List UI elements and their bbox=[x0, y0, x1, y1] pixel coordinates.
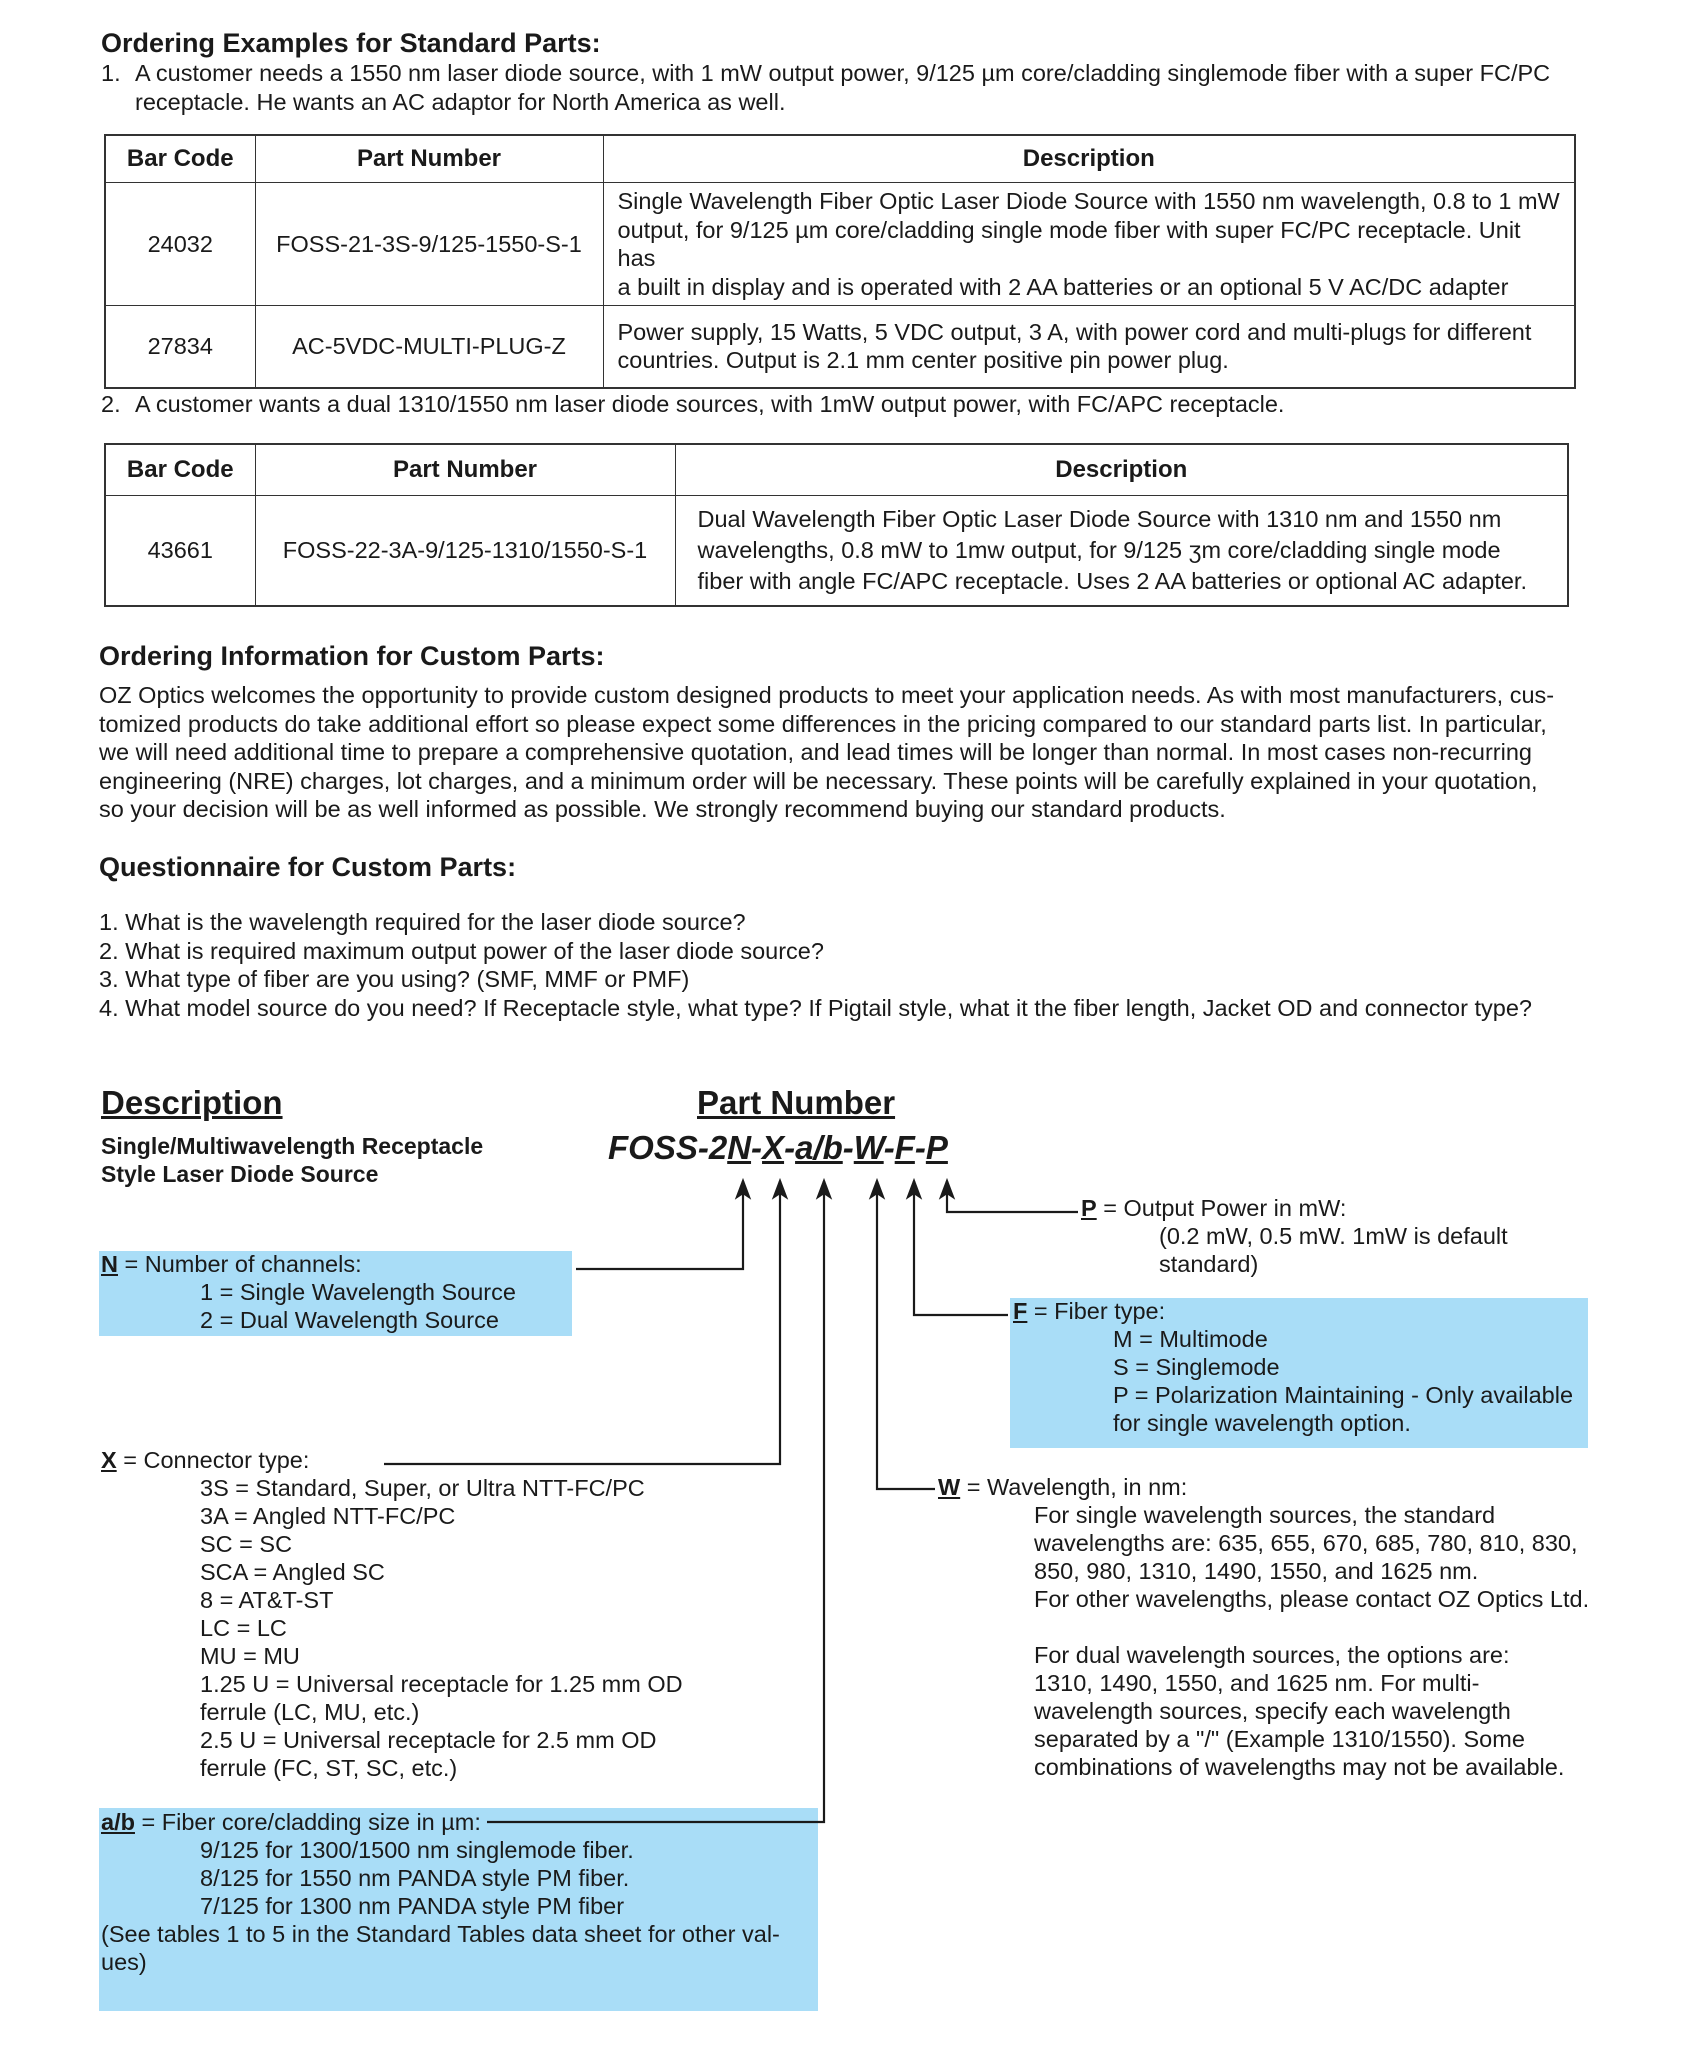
ab-field-note-line: (See tables 1 to 5 in the Standard Tables data sheet for other val- bbox=[101, 1921, 780, 1947]
section-title-custom-parts: Ordering Information for Custom Parts: bbox=[99, 641, 605, 671]
paragraph-line: tomized products do take additional effort so please expect some differences in the pricing compared to our standard parts list. In particular, bbox=[99, 710, 1547, 737]
question-item: 3. What type of fiber are you using? (SMF, MMF or PMF) bbox=[99, 966, 690, 992]
x-field-line: LC = LC bbox=[200, 1615, 287, 1641]
section-title-standard-examples: Ordering Examples for Standard Parts: bbox=[101, 28, 601, 58]
table-row bbox=[105, 306, 1575, 388]
product-subtitle bbox=[101, 1132, 483, 1188]
x-field-line: 3S = Standard, Super, or Ultra NTT-FC/PC bbox=[200, 1475, 645, 1501]
description-heading: Description bbox=[101, 1084, 283, 1121]
f-field-line: M = Multimode bbox=[1113, 1326, 1268, 1352]
questionnaire-list bbox=[99, 908, 1619, 1022]
parts-table-1 bbox=[104, 134, 1576, 389]
description-cell bbox=[675, 496, 1568, 606]
x-field-line: SCA = Angled SC bbox=[200, 1559, 385, 1585]
paragraph-line: OZ Optics welcomes the opportunity to provide custom designed products to meet your application needs. As with most manufacturers, cus- bbox=[99, 682, 1555, 708]
p-field-line: (0.2 mW, 0.5 mW. 1mW is default bbox=[1159, 1223, 1508, 1249]
parts-table-2 bbox=[104, 443, 1569, 607]
table-row bbox=[105, 183, 1575, 306]
example-1-number: 1. bbox=[101, 60, 121, 86]
subtitle-line: Single/Multiwavelength Receptacle bbox=[101, 1133, 484, 1159]
p-pointer-line bbox=[941, 1181, 1078, 1212]
x-field-line: 2.5 U = Universal receptacle for 2.5 mm OD bbox=[200, 1727, 657, 1753]
ab-field-line: 7/125 for 1300 nm PANDA style PM fiber bbox=[200, 1893, 625, 1919]
w-field bbox=[938, 1473, 1589, 1781]
pn-p: P bbox=[925, 1129, 948, 1166]
arrowhead-icon bbox=[737, 1181, 749, 1197]
w-pointer-line bbox=[871, 1181, 935, 1489]
w-field-line: separated by a "/" (Example 1310/1550). Some bbox=[1034, 1726, 1525, 1752]
question-item: 1. What is the wavelength required for the laser diode source? bbox=[99, 909, 746, 935]
part-number-heading: Part Number bbox=[697, 1084, 896, 1121]
table-header-row bbox=[105, 135, 1575, 183]
f-pointer-line bbox=[908, 1181, 1008, 1315]
description-line: Power supply, 15 Watts, 5 VDC output, 3 A, with power cord and multi-plugs for different bbox=[617, 318, 1532, 345]
question-item: 4. What model source do you need? If Receptacle style, what type? If Pigtail style, what it the fiber length, Jacket OD and connector type? bbox=[99, 994, 1532, 1021]
table-row bbox=[105, 496, 1568, 606]
part-number-cell: AC-5VDC-MULTI-PLUG-Z bbox=[255, 306, 603, 388]
n-field-label: = Number of channels: bbox=[117, 1251, 362, 1277]
x-field-line: SC = SC bbox=[200, 1531, 293, 1557]
question-item: 2. What is required maximum output power of the laser diode source? bbox=[99, 937, 824, 964]
column-header-bar-code: Bar Code bbox=[105, 135, 255, 183]
description-line: fiber with angle FC/APC receptacle. Uses 2 AA batteries or optional AC adapter. bbox=[697, 567, 1527, 594]
ab-field-note-line: ues) bbox=[101, 1949, 147, 1975]
x-field-line: ferrule (FC, ST, SC, etc.) bbox=[200, 1755, 458, 1781]
p-field bbox=[1081, 1194, 1508, 1278]
pn-f: F bbox=[894, 1129, 915, 1166]
example-1-line-1: A customer needs a 1550 nm laser diode source, with 1 mW output power, 9/125 µm core/cladding singlemode fiber with a super FC/PC bbox=[135, 60, 1551, 86]
arrowhead-icon bbox=[818, 1181, 830, 1197]
w-field-line: combinations of wavelengths may not be available. bbox=[1034, 1754, 1565, 1780]
ab-field bbox=[101, 1808, 801, 1976]
f-field-label: = Fiber type: bbox=[1027, 1298, 1166, 1324]
f-field bbox=[1013, 1297, 1573, 1437]
p-field-line: standard) bbox=[1159, 1251, 1259, 1277]
pn-dash: - bbox=[883, 1129, 895, 1166]
column-header-description: Description bbox=[603, 135, 1575, 183]
ab-field-line: 8/125 for 1550 nm PANDA style PM fiber. bbox=[200, 1865, 630, 1891]
f-field-line: S = Singlemode bbox=[1113, 1354, 1280, 1380]
part-number-cell: FOSS-21-3S-9/125-1550-S-1 bbox=[255, 183, 603, 306]
subtitle-line: Style Laser Diode Source bbox=[101, 1161, 379, 1187]
x-field-line: 3A = Angled NTT-FC/PC bbox=[200, 1503, 456, 1529]
x-field bbox=[101, 1446, 683, 1782]
example-2-number: 2. bbox=[101, 391, 121, 417]
bar-code-cell: 43661 bbox=[105, 496, 255, 606]
description-line: a built in display and is operated with 2 AA batteries or an optional 5 V AC/DC adapter bbox=[617, 273, 1509, 300]
description-line: countries. Output is 2.1 mm center positive pin power plug. bbox=[617, 347, 1229, 374]
example-1-text bbox=[101, 59, 1601, 119]
example-1-line-2: receptacle. He wants an AC adaptor for North America as well. bbox=[135, 89, 786, 115]
p-field-label: = Output Power in mW: bbox=[1096, 1195, 1347, 1221]
pn-dash: - bbox=[751, 1129, 763, 1166]
pn-x: X bbox=[762, 1129, 785, 1166]
description-line: output, for 9/125 µm core/cladding single mode fiber with super FC/PC receptacle. Unit has bbox=[617, 216, 1521, 271]
f-field-key: F bbox=[1013, 1298, 1028, 1324]
pn-dash: - bbox=[842, 1129, 854, 1166]
f-field-line: P = Polarization Maintaining - Only available bbox=[1113, 1382, 1574, 1408]
description-line: Single Wavelength Fiber Optic Laser Diode Source with 1550 nm wavelength, 0.8 to 1 mW bbox=[617, 188, 1560, 214]
description-line: Dual Wavelength Fiber Optic Laser Diode Source with 1310 nm and 1550 nm bbox=[697, 505, 1502, 532]
column-header-part-number: Part Number bbox=[255, 444, 675, 496]
w-field-line: 850, 980, 1310, 1490, 1550, and 1625 nm. bbox=[1034, 1558, 1479, 1584]
part-number-code bbox=[608, 1128, 948, 1168]
ab-field-line: 9/125 for 1300/1500 nm singlemode fiber. bbox=[200, 1837, 634, 1863]
paragraph-line: so your decision will be as well informed as possible. We strongly recommend buying our standard products. bbox=[99, 796, 1226, 822]
w-field-key: W bbox=[938, 1474, 961, 1500]
w-field-line: wavelengths are: 635, 655, 670, 685, 780, 810, 830, bbox=[1034, 1530, 1578, 1556]
w-field-blank-line bbox=[938, 1613, 1589, 1641]
x-field-line: 8 = AT&T-ST bbox=[200, 1587, 334, 1613]
n-field-line: 2 = Dual Wavelength Source bbox=[200, 1307, 499, 1333]
w-field-line: For single wavelength sources, the standard bbox=[1034, 1502, 1496, 1528]
w-field-line: For dual wavelength sources, the options are: bbox=[1034, 1642, 1510, 1668]
column-header-bar-code: Bar Code bbox=[105, 444, 255, 496]
x-field-label: = Connector type: bbox=[116, 1447, 310, 1473]
paragraph-line: we will need additional time to prepare a comprehensive quotation, and lead times will be longer than normal. In most cases non-recurring bbox=[99, 739, 1532, 765]
arrowhead-icon bbox=[941, 1181, 953, 1197]
w-field-line: wavelength sources, specify each wavelength bbox=[1034, 1698, 1511, 1724]
column-header-description: Description bbox=[675, 444, 1568, 496]
bar-code-cell: 27834 bbox=[105, 306, 255, 388]
column-header-part-number: Part Number bbox=[255, 135, 603, 183]
paragraph-line: engineering (NRE) charges, lot charges, and a minimum order will be necessary. These points will be carefully explained in your quotation, bbox=[99, 767, 1538, 794]
pn-ab: a/b bbox=[795, 1129, 843, 1166]
pn-w: W bbox=[853, 1129, 884, 1166]
example-2-text bbox=[101, 390, 1601, 420]
pn-dash: - bbox=[784, 1129, 796, 1166]
w-field-line: For other wavelengths, please contact OZ Optics Ltd. bbox=[1034, 1586, 1590, 1612]
arrowhead-icon bbox=[871, 1181, 883, 1197]
n-field-line: 1 = Single Wavelength Source bbox=[200, 1279, 516, 1305]
description-cell bbox=[603, 306, 1575, 388]
ab-field-key: a/b bbox=[101, 1809, 135, 1835]
arrowhead-icon bbox=[774, 1181, 786, 1197]
w-field-line: 1310, 1490, 1550, and 1625 nm. For multi- bbox=[1034, 1670, 1480, 1696]
pn-dash: - bbox=[914, 1129, 926, 1166]
description-cell bbox=[603, 183, 1575, 306]
w-field-label: = Wavelength, in nm: bbox=[960, 1474, 1188, 1500]
x-field-line: 1.25 U = Universal receptacle for 1.25 mm OD bbox=[200, 1671, 683, 1697]
bar-code-cell: 24032 bbox=[105, 183, 255, 306]
p-field-key: P bbox=[1081, 1195, 1097, 1221]
pn-prefix: FOSS-2 bbox=[608, 1129, 728, 1166]
ab-field-label: = Fiber core/cladding size in µm: bbox=[134, 1809, 481, 1835]
x-field-line: ferrule (LC, MU, etc.) bbox=[200, 1699, 420, 1725]
example-2-line-1: A customer wants a dual 1310/1550 nm laser diode sources, with 1mW output power, with FC/APC receptacle. bbox=[135, 391, 1285, 417]
part-number-cell: FOSS-22-3A-9/125-1310/1550-S-1 bbox=[255, 496, 675, 606]
section-title-questionnaire: Questionnaire for Custom Parts: bbox=[99, 852, 517, 882]
description-line: wavelengths, 0.8 mW to 1mw output, for 9/125 ʒm core/cladding single mode bbox=[697, 536, 1501, 563]
arrowhead-icon bbox=[908, 1181, 920, 1197]
table-header-row bbox=[105, 444, 1568, 496]
x-field-key: X bbox=[101, 1447, 117, 1473]
x-field-line: MU = MU bbox=[200, 1643, 300, 1669]
n-pointer-line bbox=[576, 1181, 749, 1269]
n-field-key: N bbox=[101, 1251, 118, 1277]
custom-parts-paragraph bbox=[99, 681, 1619, 824]
pn-n: N bbox=[727, 1129, 752, 1166]
f-field-line: for single wavelength option. bbox=[1113, 1410, 1411, 1436]
n-field bbox=[101, 1250, 516, 1334]
